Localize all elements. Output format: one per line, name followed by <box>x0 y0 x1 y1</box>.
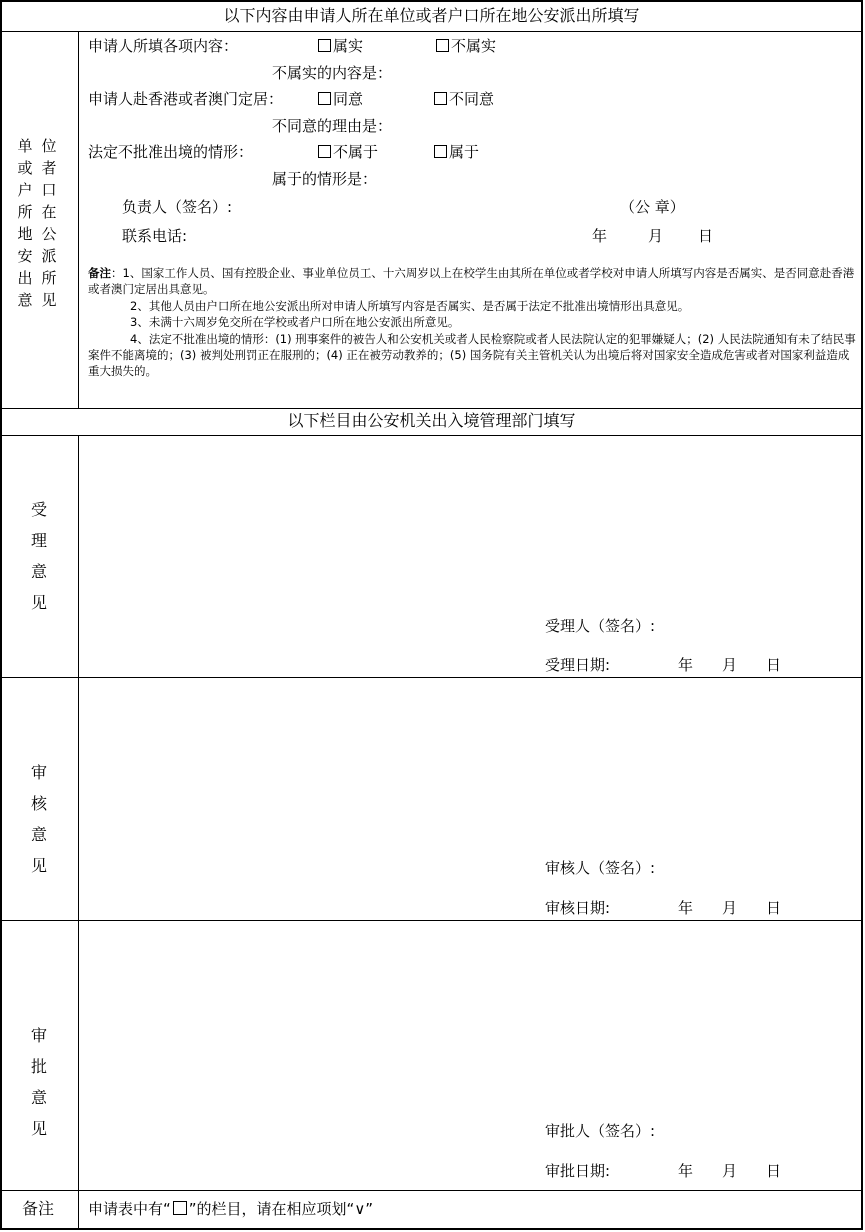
side-char: 派 <box>41 247 57 265</box>
rule-header2 <box>0 435 863 436</box>
rule-sec1-end <box>0 408 863 409</box>
side-char: 所 <box>17 203 33 221</box>
checkbox-icon[interactable] <box>318 92 331 105</box>
checkbox-icon <box>173 1201 187 1215</box>
note-1-text: ：1、国家工作人员、国有控股企业、事业单位员工、十六周岁以上在校学生由其所在单位或者学校对申请人所填写内容是否属实、是否同意赴香港或者澳门定居出具意见。 <box>88 266 855 296</box>
side-char: 公 <box>41 225 57 243</box>
label-char: 理 <box>30 531 47 550</box>
option-label: 不属实 <box>451 37 497 55</box>
checkbox-icon[interactable] <box>434 92 447 105</box>
vrule-sec1 <box>78 31 79 409</box>
checkbox-icon[interactable] <box>436 39 449 52</box>
side-char: 或 <box>17 159 33 177</box>
official-seal-label: （公 章） <box>620 198 685 216</box>
note-label: 备注 <box>88 266 111 280</box>
footer-text-pre: 申请表中有“ <box>88 1200 171 1218</box>
side-label-col1 <box>16 135 34 311</box>
review-signer-label: 审核人（签名）: <box>545 859 656 877</box>
rule-accept-end <box>0 677 863 678</box>
side-char: 口 <box>41 181 57 199</box>
q3-label: 法定不批准出境的情形： <box>88 143 254 161</box>
label-char: 意 <box>30 825 47 844</box>
label-char: 见 <box>30 593 47 612</box>
q1-option-false[interactable] <box>436 37 496 55</box>
approve-opinion-label <box>0 1020 78 1144</box>
label-char: 受 <box>30 500 47 519</box>
vrule-sec2 <box>78 435 79 1230</box>
approve-date-month: 月 <box>722 1162 738 1180</box>
note-4: 4、法定不批准出境的情形：(1) 刑事案件的被告人和公安机关或者人民检察院或者人民法院认定的犯罪嫌疑人；(2) 人民法院通知有未了结民事案件不能离境的；(3) 被判处刑罚正在服刑的；(4) 正在被劳动教养的；(5) 国务院有关主管机关认为出境后将对国家安全造成危害或者对国家利益造成重大损失的。 <box>88 332 856 378</box>
date-month: 月 <box>648 227 664 245</box>
side-char: 所 <box>41 269 57 287</box>
side-char: 地 <box>17 225 33 243</box>
accept-date-label: 受理日期: <box>545 656 611 674</box>
label-char: 审 <box>30 1026 47 1045</box>
review-date-year: 年 <box>678 899 694 917</box>
note-1 <box>88 265 856 297</box>
side-char: 户 <box>17 181 33 199</box>
option-label: 属于 <box>449 143 480 161</box>
q2-follow-label: 不同意的理由是： <box>272 117 393 135</box>
accept-date-month: 月 <box>722 656 738 674</box>
side-char: 意 <box>17 291 33 309</box>
q1-label: 申请人所填各项内容： <box>88 37 239 55</box>
option-label: 同意 <box>333 90 364 108</box>
accept-date-day: 日 <box>766 656 782 674</box>
contact-phone-label: 联系电话: <box>122 227 188 245</box>
border-right <box>861 0 863 1230</box>
section2-header: 以下栏目由公安机关出入境管理部门填写 <box>287 411 576 430</box>
side-char: 出 <box>17 269 33 287</box>
approve-date-label: 审批日期: <box>545 1162 611 1180</box>
side-char: 安 <box>17 247 33 265</box>
label-char: 批 <box>30 1057 47 1076</box>
side-char: 者 <box>41 159 57 177</box>
q2-option-disagree[interactable] <box>434 90 494 108</box>
q1-follow-label: 不属实的内容是： <box>272 64 393 82</box>
date-year: 年 <box>592 227 608 245</box>
label-char: 审 <box>30 763 47 782</box>
accept-date-year: 年 <box>678 656 694 674</box>
section1-header: 以下内容由申请人所在单位或者户口所在地公安派出所填写 <box>223 6 640 25</box>
border-bottom <box>0 1228 863 1230</box>
footer-label: 备注 <box>22 1199 55 1218</box>
label-char: 意 <box>30 562 47 581</box>
option-label: 不属于 <box>333 143 379 161</box>
q2-option-agree[interactable] <box>318 90 363 108</box>
footer-instruction <box>88 1200 373 1218</box>
checkbox-icon[interactable] <box>318 145 331 158</box>
checkbox-icon[interactable] <box>318 39 331 52</box>
border-top <box>0 0 863 2</box>
q1-option-true[interactable] <box>318 37 363 55</box>
review-opinion-label <box>0 757 78 881</box>
label-char: 见 <box>30 856 47 875</box>
side-char: 见 <box>41 291 57 309</box>
label-char: 见 <box>30 1119 47 1138</box>
q2-label: 申请人赴香港或者澳门定居： <box>88 90 284 108</box>
option-label: 不同意 <box>449 90 495 108</box>
footer-text-post: ”的栏目，请在相应项划“∨” <box>188 1200 374 1218</box>
q3-option-belong[interactable] <box>434 143 479 161</box>
rule-review-end <box>0 920 863 921</box>
review-date-label: 审核日期: <box>545 899 611 917</box>
note-2: 2、其他人员由户口所在地公安派出所对申请人所填写内容是否属实、是否属于法定不批准出境情形出具意见。 <box>130 299 690 313</box>
option-label: 属实 <box>333 37 364 55</box>
rule-header1 <box>0 31 863 32</box>
review-date-day: 日 <box>766 899 782 917</box>
side-char: 在 <box>41 203 57 221</box>
label-char: 核 <box>30 794 47 813</box>
accept-opinion-label <box>0 494 78 618</box>
label-char: 意 <box>30 1088 47 1107</box>
rule-approve-end <box>0 1190 863 1191</box>
q3-follow-label: 属于的情形是： <box>272 170 378 188</box>
side-char: 位 <box>41 137 57 155</box>
accept-signer-label: 受理人（签名）: <box>545 617 656 635</box>
note-3: 3、未满十六周岁免交所在学校或者户口所在地公安派出所意见。 <box>130 315 460 329</box>
side-char: 单 <box>17 137 33 155</box>
side-label-col2 <box>40 135 58 311</box>
responsible-signature-label: 负责人（签名）: <box>122 198 233 216</box>
date-day: 日 <box>698 227 714 245</box>
review-date-month: 月 <box>722 899 738 917</box>
approve-date-year: 年 <box>678 1162 694 1180</box>
approve-date-day: 日 <box>766 1162 782 1180</box>
q3-option-not-belong[interactable] <box>318 143 378 161</box>
approve-signer-label: 审批人（签名）: <box>545 1122 656 1140</box>
checkbox-icon[interactable] <box>434 145 447 158</box>
